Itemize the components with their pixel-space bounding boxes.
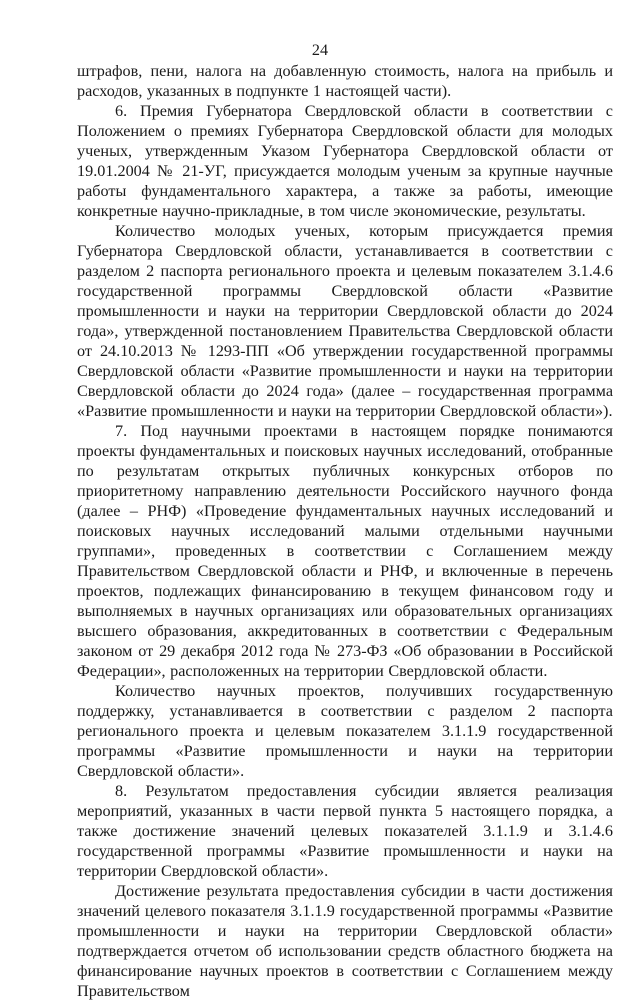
- paragraph-item-8: 8. Результатом предоставления субсидии является реализация мероприятий, указанных в части первой пункта 5 настоящего порядка, а также достижение значений целевых показателей 3.1.1.9 и 3.1.4.6 государственной программы «Развитие промышленности и науки на территории Свердловской области».: [77, 782, 613, 880]
- paragraph-result-confirmation: Достижение результата предоставления субсидии в части достижения значений целевого показателя 3.1.1.9 государственной программы «Развитие промышленности и науки на территории Свердловской области» подтверждается отчетом об использовании средств областного бюджета на финансирование научных проектов в соответствии с Соглашением между Правительством: [77, 882, 613, 1000]
- paragraph-projects-count: Количество научных проектов, получивших государственную поддержку, устанавливается в соответствии с разделом 2 паспорта регионального проекта и целевым показателем 3.1.1.9 государственной программы «Развитие промышленности и науки на территории Свердловской области».: [77, 682, 613, 780]
- page-number: 24: [311, 41, 329, 59]
- paragraph-item-7: 7. Под научными проектами в настоящем порядке понимаются проекты фундаментальных и поисковых научных исследований, отобранные по результатам открытых публичных конкурсных отборов по приоритетному направлению деятельности Российского научного фонда (далее – РНФ) «Проведение фундаментальных научных исследований и поисковых научных исследований малыми отдельными научными группами», проведенных в соответствии с Соглашением между Правительством Свердловской области и РНФ, и включенные в перечень проектов, подлежащих финансированию в текущем финансовом году и выполняемых в научных организациях или образовательных организациях высшего образования, аккредитованных в соответствии с Федеральным законом от 29 декабря 2012 года № 273-ФЗ «Об образовании в Российской Федерации», расположенных на территории Свердловской области.: [77, 422, 613, 680]
- paragraph-item-6: 6. Премия Губернатора Свердловской области в соответствии с Положением о премиях Губернатора Свердловской области для молодых ученых, утвержденным Указом Губернатора Свердловской области от 19.01.2004 № 21-УГ, присуждается молодым ученым за крупные научные работы фундаментального характера, а также за работы, имеющие конкретные научно-прикладные, в том числе экономические, результаты.: [77, 102, 613, 220]
- paragraph-continuation: штрафов, пени, налога на добавленную стоимость, налога на прибыль и расходов, указанных в подпункте 1 настоящей части).: [77, 62, 613, 100]
- page-body: [77, 61, 613, 1001]
- paragraph-young-scientists-count: Количество молодых ученых, которым присуждается премия Губернатора Свердловской области, устанавливается в соответствии с разделом 2 паспорта регионального проекта и целевым показателем 3.1.4.6 государственной программы Свердловской области «Развитие промышленности и науки на территории Свердловской области до 2024 года», утвержденной постановлением Правительства Свердловской области от 24.10.2013 № 1293-ПП «Об утверждении государственной программы Свердловской области «Развитие промышленности и науки на территории Свердловской области до 2024 года» (далее – государственная программа «Развитие промышленности и науки на территории Свердловской области»).: [77, 222, 613, 420]
